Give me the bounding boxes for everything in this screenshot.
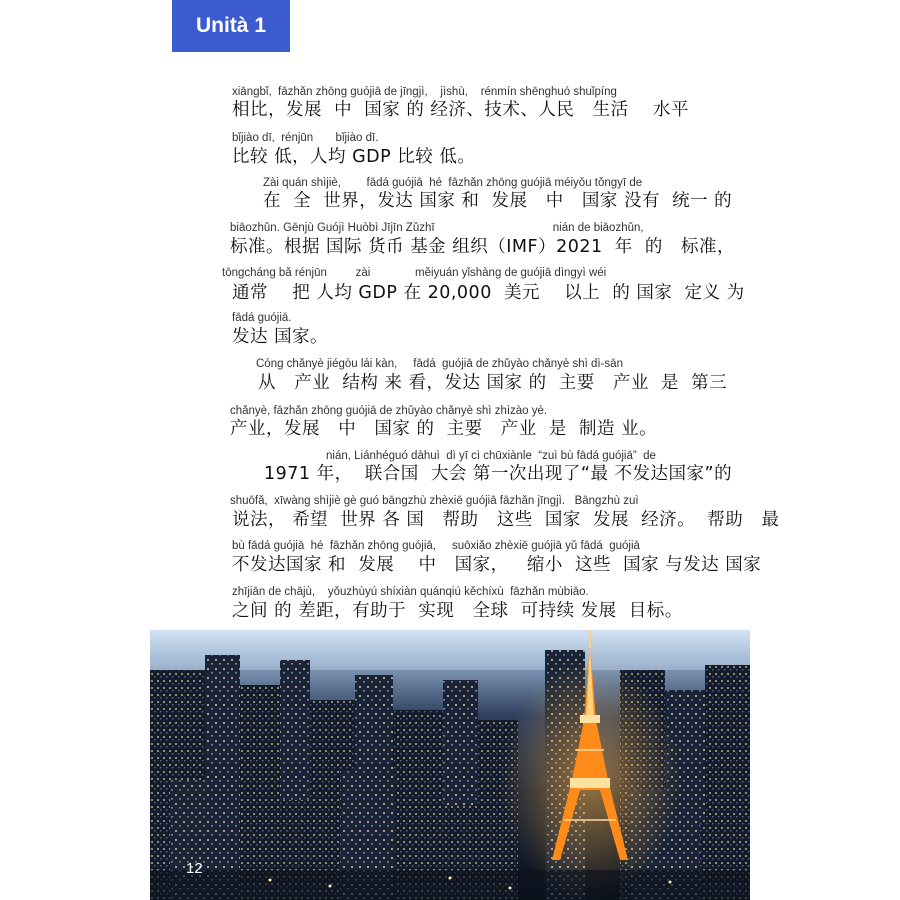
- pinyin-line: chǎnyè, fāzhǎn zhōng guójiā de zhǔyào chǎnyè shì zhìzào yè.: [230, 405, 548, 417]
- city-night-photo: [150, 630, 750, 900]
- hanzi-line: 通常 把 人均 GDP 在 20,000 美元 以上 的 国家 定义 为: [232, 283, 745, 303]
- pinyin-line: tōngcháng bǎ rénjūn zài měiyuán yǐshàng de guójiā dìngyì wéi: [222, 267, 607, 279]
- pinyin-line: nián, Liánhéguó dàhuì dì yī cì chūxiànle “zuì bù fādá guójiā” de: [326, 450, 656, 462]
- hanzi-line: 从 产业 结构 来 看，发达 国家 的 主要 产业 是 第三: [258, 373, 728, 393]
- hanzi-line: 产业，发展 中 国家 的 主要 产业 是 制造 业。: [230, 419, 658, 439]
- pinyin-line: Cóng chǎnyè jiégòu lái kàn, fādá guójiā de zhǔyào chǎnyè shì dì-sān: [256, 358, 623, 370]
- hanzi-line: 之间 的 差距，有助于 实现 全球 可持续 发展 目标。: [232, 601, 683, 621]
- hanzi-line: 发达 国家。: [232, 327, 329, 347]
- pinyin-line: bǐjiào dī, rénjūn bǐjiào dī.: [232, 132, 379, 144]
- pinyin-line: bù fādá guójiā hé fāzhǎn zhōng guójiā, suōxiǎo zhèxiē guójiā yǔ fādá guójiā: [232, 540, 640, 552]
- pinyin-line: shuōfǎ, xīwàng shìjiè gè guó bāngzhù zhèxiē guójiā fāzhǎn jīngjì. Bāngzhù zuì: [230, 495, 639, 507]
- pinyin-line: biāozhǔn. Gēnjù Guójì Huòbì Jījīn Zǔzhī nián de biāozhǔn,: [230, 222, 644, 234]
- skyline-illustration: [150, 630, 750, 900]
- pinyin-line: Zài quán shìjiè, fādá guójiā hé fāzhǎn zhōng guójiā méiyǒu tǒngyī de: [263, 177, 643, 189]
- hanzi-line: 标准。根据 国际 货币 基金 组织（IMF）2021 年 的 标准，: [230, 237, 736, 257]
- pinyin-line: xiāngbǐ, fāzhǎn zhōng guójiā de jīngjì, jìshù, rénmín shēnghuó shuǐpíng: [232, 86, 617, 98]
- hanzi-line: 相比，发展 中 国家 的 经济、技术、人民 生活 水平: [232, 100, 689, 120]
- hanzi-line: 不发达国家 和 发展 中 国家， 缩小 这些 国家 与发达 国家: [232, 555, 762, 575]
- unit-label: Unità 1: [195, 14, 266, 37]
- pinyin-line: fādá guójiā.: [232, 312, 292, 324]
- page-number: 12: [186, 860, 203, 877]
- pinyin-line: zhījiān de chājù, yǒuzhùyú shíxiàn quánqiú kěchíxù fāzhǎn mùbiāo.: [232, 586, 589, 598]
- hanzi-line: 在 全 世界，发达 国家 和 发展 中 国家 没有 统一 的: [263, 191, 733, 211]
- hanzi-line: 比较 低，人均 GDP 比较 低。: [232, 147, 476, 167]
- hanzi-line: 1971 年， 联合国 大会 第一次出现了“最 不发达国家”的: [264, 464, 733, 484]
- hanzi-line: 说法， 希望 世界 各 国 帮助 这些 国家 发展 经济。 帮助 最: [232, 510, 780, 530]
